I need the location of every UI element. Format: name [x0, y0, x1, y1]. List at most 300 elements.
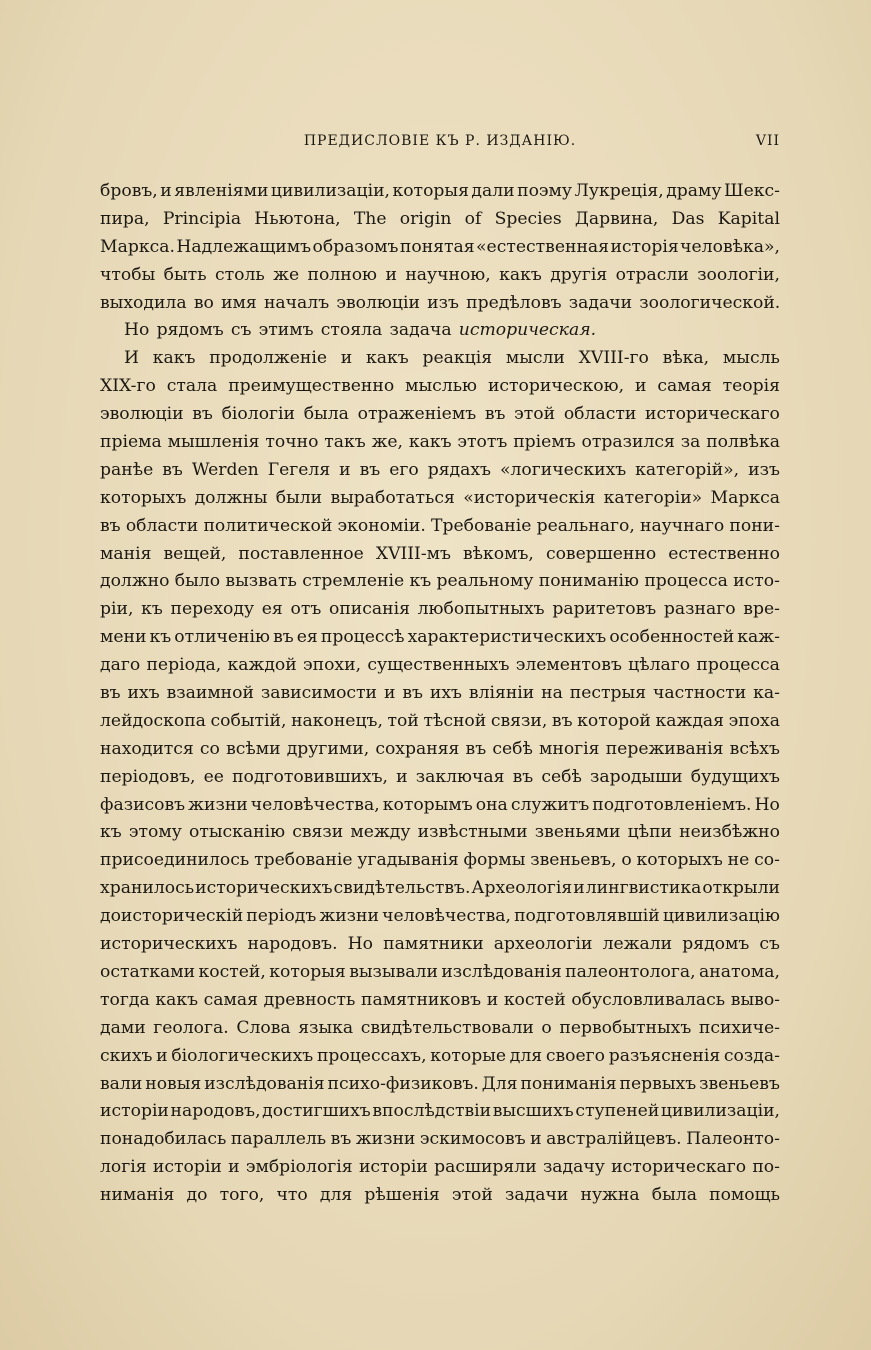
word: Для — [481, 1073, 518, 1094]
word: всѣхъ — [729, 738, 780, 759]
word: историческая. — [458, 320, 597, 341]
word: того, — [219, 1185, 265, 1206]
word: доисторическій — [100, 906, 244, 927]
word: о — [621, 850, 632, 871]
word: выво- — [730, 989, 780, 1010]
word: жизни — [355, 1129, 416, 1150]
text-line — [100, 847, 780, 875]
word: XVIII-мъ — [375, 543, 451, 564]
word: другія — [550, 264, 608, 285]
word: историческаго — [644, 404, 780, 425]
word: Das — [671, 208, 705, 229]
word: стремленіе — [302, 571, 405, 592]
word: самая — [657, 376, 712, 397]
word: задача — [389, 320, 452, 341]
word: ранѣе — [100, 459, 154, 480]
text-line — [100, 875, 780, 903]
word: въ — [465, 738, 487, 759]
word: ступеней — [575, 1101, 660, 1122]
word: которыя — [269, 961, 346, 982]
word: были — [275, 487, 323, 508]
word: извѣстными — [417, 822, 528, 843]
word: выходила — [100, 292, 187, 313]
word: столь — [214, 264, 265, 285]
text-line — [100, 234, 780, 262]
word: и — [160, 181, 172, 201]
text-line — [100, 652, 780, 680]
word: памятники — [383, 934, 484, 955]
word: другими, — [286, 738, 370, 759]
word: Ньютона, — [254, 208, 341, 229]
word: лежали — [602, 934, 673, 955]
word: скихъ — [100, 1045, 153, 1066]
word: of — [464, 208, 482, 229]
word: о — [541, 1017, 552, 1038]
word: преимущественно — [228, 376, 395, 397]
word: обусловливалась — [571, 989, 726, 1010]
text-line — [100, 457, 780, 485]
word: въ — [192, 404, 213, 425]
word: переживанія — [605, 738, 724, 759]
word: описанія — [328, 599, 410, 620]
word: которые — [430, 1045, 507, 1066]
word: реальнаго, — [536, 515, 635, 536]
word: связи — [292, 822, 344, 843]
word: какъ — [408, 432, 452, 453]
word: теорія — [722, 376, 780, 397]
text-line — [100, 262, 780, 290]
word: Слова — [236, 1017, 291, 1038]
text-line — [100, 206, 780, 234]
word: звеньевъ — [699, 1073, 780, 1094]
word: костей — [503, 989, 566, 1010]
word: подготовленіемъ. — [592, 794, 752, 815]
word: каж- — [737, 627, 780, 648]
word: по- — [752, 1157, 780, 1178]
word: лейдоскопа — [100, 710, 206, 731]
word: пира, — [100, 208, 150, 229]
text-line — [100, 317, 780, 345]
word: австралійцевъ. — [546, 1129, 682, 1150]
word: періодовъ, — [100, 766, 196, 787]
word: манія — [100, 543, 152, 564]
word: задачи — [505, 1185, 569, 1206]
word: этому — [128, 822, 182, 843]
word: вліяніи — [468, 683, 535, 704]
word: цивилизаціи, — [270, 181, 390, 201]
word: «естественная — [476, 236, 610, 257]
text-line — [100, 792, 780, 820]
word: пріема — [100, 432, 162, 453]
word: категоріи» — [603, 487, 703, 508]
word: даго — [100, 655, 141, 676]
word: которой — [577, 710, 651, 731]
word: XVIII-го — [578, 348, 649, 369]
word: и — [340, 348, 353, 369]
word: пони- — [729, 515, 780, 536]
word: была — [651, 1185, 697, 1206]
word: пестрыя — [569, 683, 647, 704]
text-line — [100, 1071, 780, 1099]
word: исторіи — [100, 1101, 169, 1122]
word: эволюціи — [336, 292, 420, 313]
word: вре- — [743, 599, 780, 620]
word: человѣчества, — [382, 906, 511, 927]
word: рядомъ — [156, 320, 224, 341]
word: древность — [263, 989, 356, 1010]
word: періодъ — [246, 906, 317, 927]
word: народовъ. — [247, 934, 338, 955]
word: поэму — [517, 181, 573, 201]
word: рядомъ — [682, 934, 750, 955]
word: психиче- — [698, 1017, 780, 1038]
word: взаимной — [166, 683, 254, 704]
word: полвѣка — [706, 432, 780, 453]
word: такъ — [324, 432, 366, 453]
word: мысль — [722, 348, 780, 369]
word: мени — [100, 627, 147, 648]
word: отрасли — [615, 264, 689, 285]
text-line — [100, 1043, 780, 1071]
word: наконецъ, — [291, 710, 383, 731]
word: политической — [203, 515, 333, 536]
text-line — [100, 1154, 780, 1182]
word: раритетовъ — [552, 599, 657, 620]
word: точно — [265, 432, 319, 453]
word: жизни — [188, 794, 248, 815]
word: сохраняя — [375, 738, 460, 759]
word: и — [634, 376, 647, 397]
word: мыслью — [405, 376, 478, 397]
word: что — [276, 1185, 308, 1206]
word: она — [475, 794, 508, 815]
word: Шекс- — [724, 181, 780, 201]
word: самая — [203, 989, 258, 1010]
word: жизни — [319, 906, 379, 927]
word: бровъ, — [100, 181, 158, 201]
word: будущихъ — [690, 766, 780, 787]
word: свидѣтельствовали — [360, 1017, 534, 1038]
word: эпоха — [728, 710, 780, 731]
text-line — [100, 903, 780, 931]
word: переходу — [170, 599, 255, 620]
body-text — [100, 178, 780, 1210]
word: области — [125, 515, 199, 536]
word: Species — [494, 208, 562, 229]
word: подготовившихъ, — [232, 766, 389, 787]
word: И — [124, 348, 139, 369]
word: Гегеля — [267, 459, 331, 480]
word: для — [509, 1045, 543, 1066]
word: Werden — [191, 459, 259, 480]
word: продолженіе — [209, 348, 327, 369]
word: біологіи — [221, 404, 295, 425]
word: его — [389, 459, 419, 480]
word: связи, — [490, 710, 548, 731]
word: ея — [261, 599, 283, 620]
word: всѣми — [226, 738, 281, 759]
text-line — [100, 401, 780, 429]
word: эмбріологія — [245, 1157, 353, 1178]
word: въ — [359, 459, 381, 480]
word: предѣловъ — [466, 292, 562, 313]
word: въ — [273, 627, 294, 648]
word: Надлежащимъ — [176, 236, 312, 257]
word: открыли — [702, 878, 780, 899]
word: къ — [100, 822, 122, 843]
word: нужна — [580, 1185, 640, 1206]
word: событій, — [210, 710, 287, 731]
word: существенныхъ — [367, 655, 510, 676]
word: ее — [203, 766, 224, 787]
word: помощь — [709, 1185, 780, 1206]
word: научнаго — [639, 515, 725, 536]
word: же — [273, 264, 300, 285]
text-line — [100, 290, 780, 318]
word: исторіи — [358, 1157, 428, 1178]
word: заключая — [415, 766, 505, 787]
word: многія — [539, 738, 600, 759]
word: новыя — [145, 1073, 202, 1094]
text-line — [100, 819, 780, 847]
word: расширяли — [434, 1157, 537, 1178]
word: вещей, — [163, 543, 227, 564]
word: которыхъ — [100, 487, 187, 508]
word: имя — [221, 292, 257, 313]
word: въ — [512, 766, 534, 787]
word: въ — [100, 515, 121, 536]
word: эскимосовъ — [419, 1129, 526, 1150]
word: пріемъ — [513, 432, 576, 453]
word: исто- — [733, 571, 780, 592]
word: реальному — [436, 571, 534, 592]
word: стала — [166, 376, 218, 397]
word: которыхъ — [636, 850, 723, 871]
word: находится — [100, 738, 194, 759]
text-line — [100, 178, 780, 206]
text-line — [100, 1098, 780, 1126]
word: и — [228, 1157, 240, 1178]
word: геолога. — [153, 1017, 229, 1038]
word: ихъ — [429, 683, 462, 704]
word: разъясненія — [608, 1045, 721, 1066]
text-line — [100, 959, 780, 987]
word: изъ — [748, 459, 780, 480]
word: пониманію — [538, 571, 639, 592]
text-line — [100, 736, 780, 764]
text-line — [100, 568, 780, 596]
word: въ — [162, 459, 183, 480]
word: высшихъ — [492, 1101, 574, 1122]
word: цѣпи — [627, 822, 672, 843]
word: лингвистика — [585, 878, 702, 899]
word: XIX-го — [100, 376, 156, 397]
word: задачу — [542, 1157, 605, 1178]
word: достигшихъ — [262, 1101, 371, 1122]
word: должно — [100, 571, 170, 592]
word: изслѣдованія — [441, 961, 562, 982]
word: Маркса — [710, 487, 780, 508]
word: процессѣ — [320, 627, 405, 648]
text-line — [100, 931, 780, 959]
word: исторіи — [152, 1157, 222, 1178]
word: человѣка», — [680, 236, 780, 257]
text-line — [100, 373, 780, 401]
word: ниманія — [100, 1185, 175, 1206]
word: быть — [163, 264, 207, 285]
word: вызывали — [349, 961, 438, 982]
word: рѣшенія — [364, 1185, 440, 1206]
word: памятниковъ — [361, 989, 482, 1010]
word: параллель — [230, 1129, 327, 1150]
word: частности — [653, 683, 747, 704]
word: фазисовъ — [100, 794, 186, 815]
word: народовъ, — [170, 1101, 261, 1122]
word: біологическихъ — [171, 1045, 314, 1066]
word: этой — [514, 404, 556, 425]
word: и — [339, 459, 351, 480]
word: и — [156, 1045, 168, 1066]
word: началъ — [263, 292, 330, 313]
word: формы — [463, 850, 526, 871]
word: Дарвина, — [574, 208, 659, 229]
word: «логическихъ — [499, 459, 627, 480]
text-line — [100, 485, 780, 513]
word: историческихъ — [195, 878, 333, 899]
word: со- — [754, 850, 780, 871]
word: требованіе — [254, 850, 353, 871]
word: и — [530, 1129, 542, 1150]
word: археологіи — [493, 934, 593, 955]
word: для — [319, 1185, 353, 1206]
word: угадыванія — [357, 850, 459, 871]
word: была — [303, 404, 349, 425]
text-line — [100, 345, 780, 373]
word: зоологической. — [639, 292, 780, 313]
word: Kapital — [717, 208, 780, 229]
word: выработаться — [330, 487, 455, 508]
word: не — [727, 850, 750, 871]
running-header — [100, 133, 780, 157]
word: неизбѣжно — [679, 822, 780, 843]
word: какъ — [155, 989, 199, 1010]
word: за — [680, 432, 701, 453]
word: каждая — [655, 710, 724, 731]
word: любопытныхъ — [417, 599, 545, 620]
word: въ — [551, 710, 573, 731]
word: особенностей — [609, 627, 735, 648]
word: драму — [666, 181, 722, 201]
word: области — [563, 404, 637, 425]
word: свидѣтельствъ. — [333, 878, 471, 899]
word: хранилось — [100, 878, 195, 899]
word: образомъ — [312, 236, 399, 257]
word: вызвать — [225, 571, 297, 592]
word: понадобилась — [100, 1129, 227, 1150]
word: категорій», — [635, 459, 740, 480]
word: процесса — [696, 655, 780, 676]
word: и — [383, 683, 396, 704]
word: Палеонто- — [686, 1129, 780, 1150]
word: звеньевъ, — [530, 850, 617, 871]
word: Археологія — [471, 878, 573, 899]
word: съ — [759, 934, 780, 955]
word: явленіями — [174, 181, 269, 201]
word: зависимости — [260, 683, 378, 704]
word: чтобы — [100, 264, 156, 285]
word: первыхъ — [619, 1073, 697, 1094]
word: отысканію — [189, 822, 286, 843]
word: origin — [399, 208, 452, 229]
word: понятая — [399, 236, 475, 257]
text-line — [100, 680, 780, 708]
word: звеньями — [534, 822, 621, 843]
word: Principia — [162, 208, 242, 229]
word: и — [385, 264, 397, 285]
word: Требованіе — [431, 515, 532, 536]
word: какъ — [152, 348, 196, 369]
page-number: VII — [755, 133, 780, 149]
word: которымъ — [382, 794, 473, 815]
word: полною — [307, 264, 378, 285]
word: языка — [298, 1017, 354, 1038]
word: цивилизацію — [662, 906, 780, 927]
word: созда- — [723, 1045, 780, 1066]
word: себѣ — [492, 738, 533, 759]
word: себѣ — [541, 766, 582, 787]
word: присоединилось — [100, 850, 250, 871]
word: историческихъ — [100, 934, 238, 955]
word: Маркса. — [100, 236, 175, 257]
word: той — [387, 710, 419, 731]
word: зоологіи, — [697, 264, 780, 285]
word: и — [486, 989, 499, 1010]
word: вали — [100, 1073, 143, 1094]
word: ка- — [753, 683, 780, 704]
text-line — [100, 513, 780, 541]
word: ея — [296, 627, 318, 648]
word: же, — [371, 432, 404, 453]
word: со — [199, 738, 220, 759]
word: историческою, — [487, 376, 625, 397]
word: человѣчества, — [250, 794, 380, 815]
word: Но — [347, 934, 374, 955]
word: между — [350, 822, 411, 843]
word: процессахъ, — [316, 1045, 427, 1066]
word: поставленное — [238, 543, 364, 564]
word: какъ — [499, 264, 542, 285]
word: элементовъ — [515, 655, 622, 676]
word: во — [193, 292, 214, 313]
word: эволюціи — [100, 404, 184, 425]
word: ихъ — [127, 683, 160, 704]
word: до — [186, 1185, 208, 1206]
text-line — [100, 624, 780, 652]
word: процесса — [644, 571, 728, 592]
word: и — [396, 766, 408, 787]
word: и — [573, 878, 585, 899]
word: логія — [100, 1157, 147, 1178]
word: историческаго — [611, 1157, 747, 1178]
word: зародыши — [589, 766, 683, 787]
word: періода, — [146, 655, 222, 676]
word: отраженіемъ — [357, 404, 477, 425]
word: ріи, — [100, 599, 134, 620]
text-line — [100, 987, 780, 1015]
text-line — [100, 1015, 780, 1043]
word: экономіи. — [337, 515, 426, 536]
word: съ — [230, 320, 252, 341]
